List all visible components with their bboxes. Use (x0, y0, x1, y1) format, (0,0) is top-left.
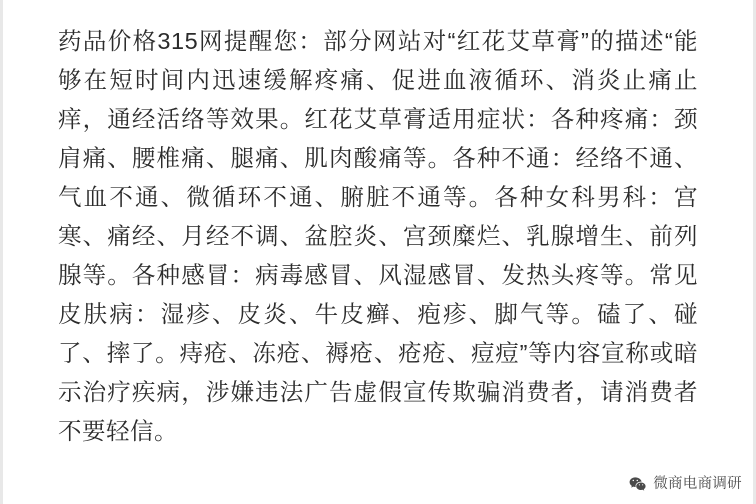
wechat-icon (628, 475, 647, 494)
footer-account-name: 微商电商调研 (653, 476, 742, 493)
document-body-text: 药品价格315网提醒您：部分网站对“红花艾草膏”的描述“能够在短时间内迅速缓解疼痛、促进血液循环、消炎止痛止痒，通经活络等效果。红花艾草膏适用症状：各种疼痛：颈肩痛、腰椎痛、腿痛、肌肉酸痛等。各种不通：经络不通、气血不通、微循环不通、腑脏不通等。各种女科男科：宫寒、痛经、月经不调、盆腔炎、宫颈糜烂、乳腺增生、前列腺等。各种感冒：病毒感冒、风湿感冒、发热头疼等。常见皮肤病：湿疹、皮炎、牛皮癣、疱疹、脚气等。磕了、碰了、摔了。痔疮、冻疮、褥疮、疮疮、痘痘”等内容宣称或暗示治疗疾病，涉嫌违法广告虚假宣传欺骗消费者，请消费者不要轻信。 (58, 28, 698, 444)
footer-attribution (628, 475, 742, 494)
